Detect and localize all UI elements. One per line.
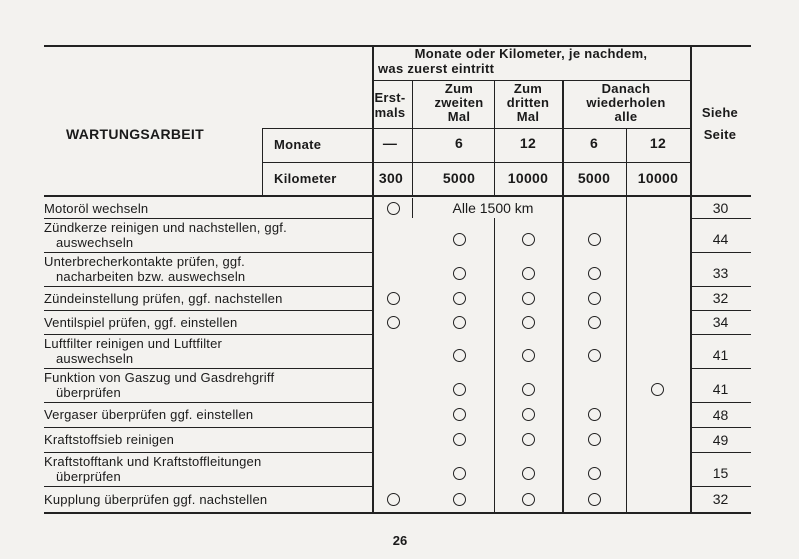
row-task-label <box>44 291 283 306</box>
task-line1: Zündkerze reinigen und nachstellen, ggf. <box>44 220 287 235</box>
kilometer-value: 10000 <box>507 170 549 186</box>
interval-mark-circle <box>588 267 601 280</box>
task-line2: auswechseln <box>56 235 134 250</box>
kilometer-value: 300 <box>378 170 404 186</box>
interval-mark-circle <box>453 233 466 246</box>
interval-mark-circle <box>453 383 466 396</box>
col-zweiten-line2: zweiten <box>434 95 484 110</box>
row-rule <box>690 486 751 487</box>
col-dritten-line1: Zum <box>513 81 543 96</box>
interval-mark-circle <box>588 316 601 329</box>
task-line1: Funktion von Gaszug und Gasdrehgriff <box>44 370 275 385</box>
kilometer-value: 10000 <box>637 170 679 186</box>
row-rule <box>690 252 751 253</box>
task-line2: nacharbeiten bzw. auswechseln <box>56 269 246 284</box>
table-title: WARTUNGSARBEIT <box>66 126 204 142</box>
col-danach-header <box>562 82 690 124</box>
task-line1: Luftfilter reinigen und Luftfilter <box>44 336 223 351</box>
interval-mark-circle <box>453 408 466 421</box>
interval-mark-circle <box>453 292 466 305</box>
col-rule <box>372 45 374 512</box>
interval-mark-circle <box>387 292 400 305</box>
task-line1: Kraftstofftank und Kraftstoffleitungen <box>44 454 262 469</box>
col-siehe-line2: Seite <box>703 127 737 142</box>
page-reference: 32 <box>712 290 729 306</box>
monate-label: Monate <box>274 137 322 152</box>
row-rule <box>44 402 372 403</box>
kilometer-label: Kilometer <box>274 171 337 186</box>
row-task-label <box>44 201 148 216</box>
header-bottom-rule <box>44 195 751 197</box>
page-reference: 49 <box>712 431 729 448</box>
interval-mark-circle <box>588 292 601 305</box>
row-task-label <box>44 407 253 422</box>
interval-mark-circle <box>588 493 601 506</box>
task-line1: Zündeinstellung prüfen, ggf. nachstellen <box>44 290 283 306</box>
interval-mark-circle <box>522 383 535 396</box>
interval-mark-circle <box>588 467 601 480</box>
col-rule <box>494 218 495 512</box>
interval-mark-circle <box>387 316 400 329</box>
monate-value: 12 <box>519 135 537 151</box>
interval-mark-circle <box>522 433 535 446</box>
col-rule <box>494 80 495 195</box>
group-rule <box>372 80 690 81</box>
row-rule <box>44 452 372 453</box>
col-siehe-header <box>690 102 750 146</box>
group-header <box>372 46 690 76</box>
row-rule <box>44 310 372 311</box>
page-number: 26 <box>392 533 408 548</box>
col-zweiten-line3: Mal <box>447 109 471 124</box>
interval-mark-circle <box>588 233 601 246</box>
task-line1: Motoröl wechseln <box>44 200 149 216</box>
row-task-label <box>44 336 222 366</box>
interval-mark-circle <box>522 316 535 329</box>
row-rule <box>44 334 372 335</box>
row-rule <box>44 368 372 369</box>
group-header-line1: Monate oder Kilometer, je nachdem, <box>414 46 648 61</box>
row-rule <box>690 402 751 403</box>
bottom-rule <box>44 512 751 514</box>
interval-mark-circle <box>588 433 601 446</box>
row-rule <box>44 286 372 287</box>
col-danach-line3: alle <box>614 109 638 124</box>
interval-mark-circle <box>588 408 601 421</box>
col-erstmals-line1: Erst- <box>374 90 406 105</box>
col-dritten-line2: dritten <box>506 95 550 110</box>
page-reference: 34 <box>712 314 729 330</box>
col-zweiten-line1: Zum <box>444 81 474 96</box>
interval-mark-circle <box>522 467 535 480</box>
col-dritten-line3: Mal <box>516 109 540 124</box>
task-line1: Kupplung überprüfen ggf. nachstellen <box>44 491 268 507</box>
interval-mark-circle <box>522 408 535 421</box>
row-rule <box>690 218 751 219</box>
row-task-label <box>44 220 287 250</box>
task-line1: Unterbrecherkontakte prüfen, ggf. <box>44 254 245 269</box>
col-erstmals-line2: mals <box>374 105 406 120</box>
kilometer-value: 5000 <box>442 170 476 186</box>
monate-value: 6 <box>589 135 599 151</box>
group-header-line2: was zuerst eintritt <box>378 61 495 76</box>
interval-mark-circle <box>522 292 535 305</box>
task-line2: überprüfen <box>56 385 121 400</box>
row-rule <box>690 334 751 335</box>
interval-mark-circle <box>387 493 400 506</box>
interval-mark-circle <box>453 493 466 506</box>
page-reference: 33 <box>712 265 729 281</box>
top-rule <box>44 45 751 47</box>
page-reference: 30 <box>712 200 729 216</box>
interval-mark-circle <box>453 467 466 480</box>
page-reference: 44 <box>712 231 729 247</box>
row-task-label <box>44 454 261 484</box>
col-rule <box>412 198 413 218</box>
col-rule <box>562 80 564 512</box>
row-rule <box>44 252 372 253</box>
interval-mark-circle <box>453 433 466 446</box>
row-rule <box>690 368 751 369</box>
row-rule <box>690 310 751 311</box>
interval-mark-circle <box>522 493 535 506</box>
page-reference: 41 <box>712 347 729 363</box>
col-rule <box>626 128 627 512</box>
row-rule <box>44 486 372 487</box>
page-reference: 32 <box>712 491 729 507</box>
interval-mark-circle <box>522 349 535 362</box>
row-task-label <box>44 492 267 507</box>
interval-mark-circle <box>453 267 466 280</box>
page-reference: 41 <box>712 381 729 397</box>
col-siehe-line1: Siehe <box>701 105 739 120</box>
interval-mark-circle <box>651 383 664 396</box>
col-erstmals-header <box>368 90 412 120</box>
col-rule <box>262 128 263 195</box>
row-task-label <box>44 370 274 400</box>
kilometer-value: 5000 <box>577 170 611 186</box>
row-rule <box>690 452 751 453</box>
row-rule <box>44 427 372 428</box>
interval-mark-circle <box>522 233 535 246</box>
page-reference: 48 <box>712 406 729 423</box>
interval-mark-circle <box>588 349 601 362</box>
interval-mark-circle <box>453 349 466 362</box>
row-rule <box>690 427 751 428</box>
monate-value: — <box>382 135 398 151</box>
task-line2: auswechseln <box>56 351 134 366</box>
row-task-label <box>44 254 245 284</box>
col-rule <box>412 80 413 195</box>
col-danach-line1: Danach <box>601 81 651 96</box>
col-zweiten-header <box>424 82 494 124</box>
task-line1: Vergaser überprüfen ggf. einstellen <box>44 407 254 422</box>
interval-mark-circle <box>522 267 535 280</box>
task-line2: überprüfen <box>56 469 121 484</box>
task-line1: Ventilspiel prüfen, ggf. einstellen <box>44 314 238 330</box>
row-rule <box>690 286 751 287</box>
col-dritten-header <box>494 82 562 124</box>
interval-mark-circle <box>453 316 466 329</box>
row-task-label <box>44 432 174 447</box>
interval-note: Alle 1500 km <box>452 200 534 216</box>
col-danach-line2: wiederholen <box>586 95 666 110</box>
row-rule <box>44 218 372 219</box>
monate-value: 12 <box>649 135 667 151</box>
task-line1: Kraftstoffsieb reinigen <box>44 432 175 447</box>
interval-mark-circle <box>387 202 400 215</box>
row-task-label <box>44 315 237 330</box>
page-reference: 15 <box>712 465 729 481</box>
monate-value: 6 <box>454 135 464 151</box>
